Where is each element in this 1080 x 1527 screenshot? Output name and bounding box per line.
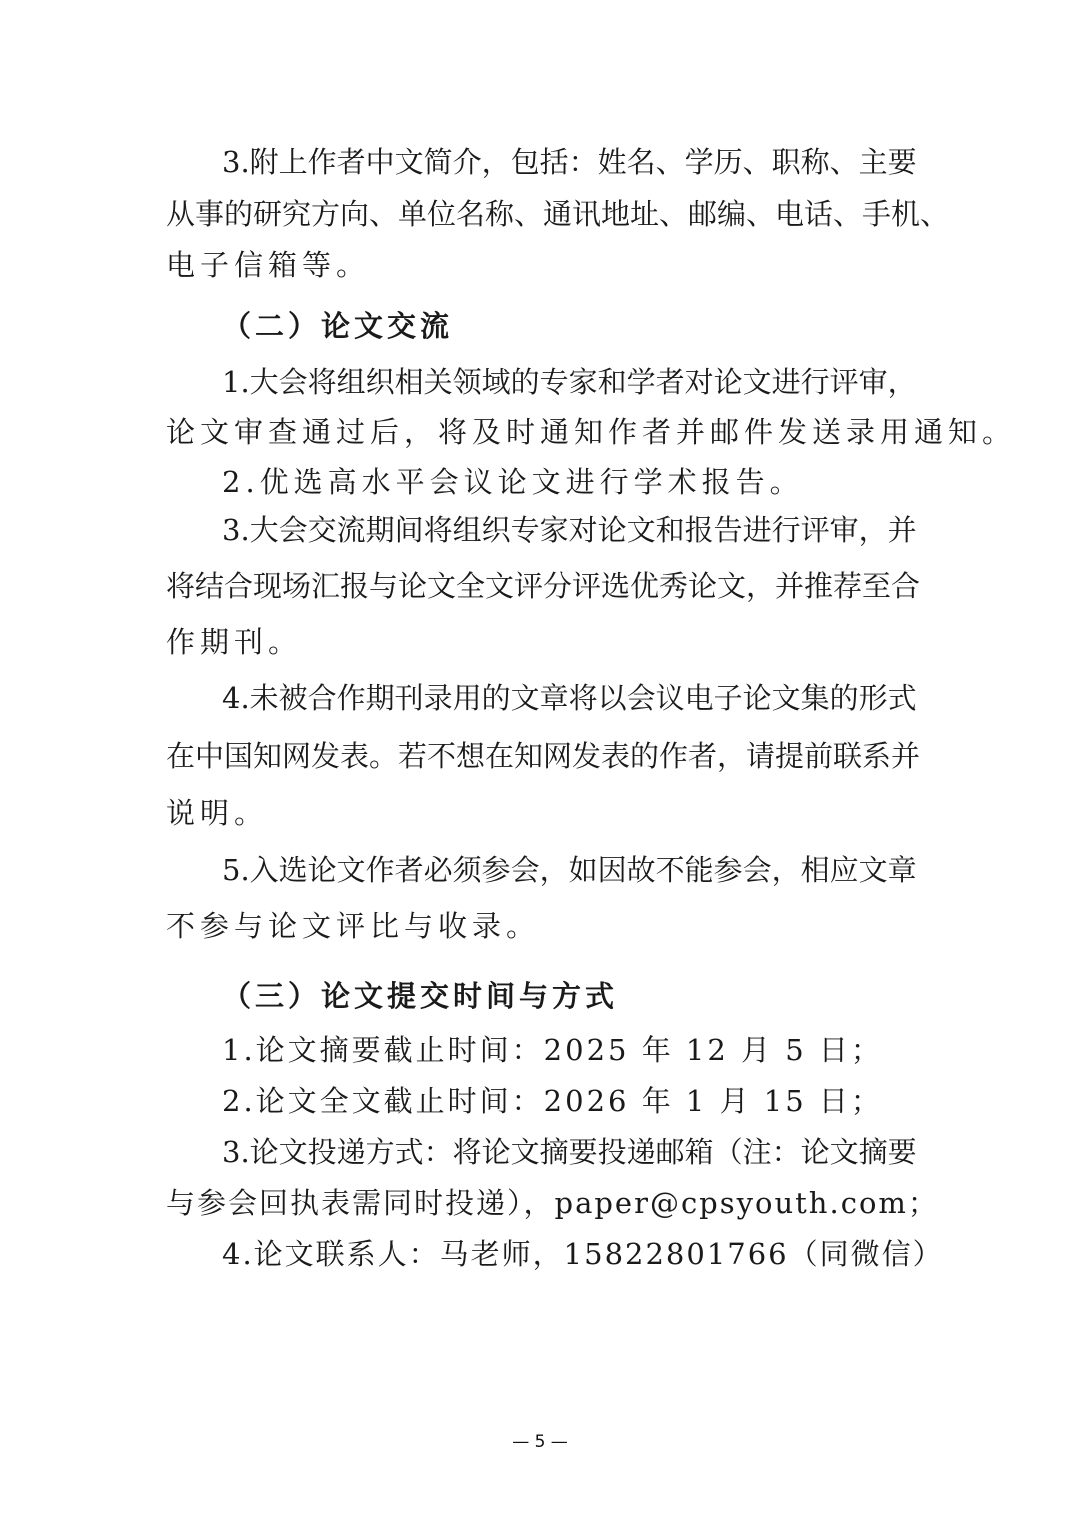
author-bio-line-2: 从事的研究方向、单位名称、通讯地址、邮编、电话、手机、 (166, 197, 950, 231)
page-number: — 5 — (512, 1432, 568, 1452)
exchange-item-3-line-1: 3.大会交流期间将组织专家对论文和报告进行评审，并 (222, 513, 917, 547)
exchange-item-2: 2.优选高水平会议论文进行学术报告。 (222, 465, 804, 499)
exchange-item-5-line-1: 5.入选论文作者必须参会，如因故不能参会，相应文章 (222, 853, 917, 887)
submission-item-4-contact: 4.论文联系人：马老师，15822801766（同微信） (222, 1237, 944, 1271)
section-heading-submission: （三）论文提交时间与方式 (222, 979, 619, 1013)
author-bio-line-3: 电子信箱等。 (166, 248, 371, 282)
submission-item-3-line-2: 与参会回执表需同时投递），paper@cpsyouth.com； (166, 1186, 939, 1220)
submission-item-3-line-1: 3.论文投递方式：将论文摘要投递邮箱（注：论文摘要 (222, 1135, 917, 1169)
exchange-item-3-line-2: 将结合现场汇报与论文全文评分评选优秀论文，并推荐至合 (166, 569, 921, 603)
submission-item-2-fulltext-deadline: 2.论文全文截止时间：2026 年 1 月 15 日； (222, 1084, 883, 1118)
exchange-item-4-line-3: 说明。 (166, 796, 269, 830)
exchange-item-4-line-2: 在中国知网发表。若不想在知网发表的作者，请提前联系并 (166, 739, 921, 773)
exchange-item-4-line-1: 4.未被合作期刊录用的文章将以会议电子论文集的形式 (222, 681, 917, 715)
author-bio-line-1: 3.附上作者中文简介，包括：姓名、学历、职称、主要 (222, 145, 917, 179)
exchange-item-5-line-2: 不参与论文评比与收录。 (166, 909, 541, 943)
exchange-item-3-line-3: 作期刊。 (166, 625, 303, 659)
exchange-item-1-line-1: 1.大会将组织相关领域的专家和学者对论文进行评审， (222, 365, 917, 399)
exchange-item-1-line-2: 论文审查通过后，将及时通知作者并邮件发送录用通知。 (166, 415, 1017, 449)
submission-item-1-abstract-deadline: 1.论文摘要截止时间：2025 年 12 月 5 日； (222, 1033, 883, 1067)
section-heading-paper-exchange: （二）论文交流 (222, 309, 454, 343)
